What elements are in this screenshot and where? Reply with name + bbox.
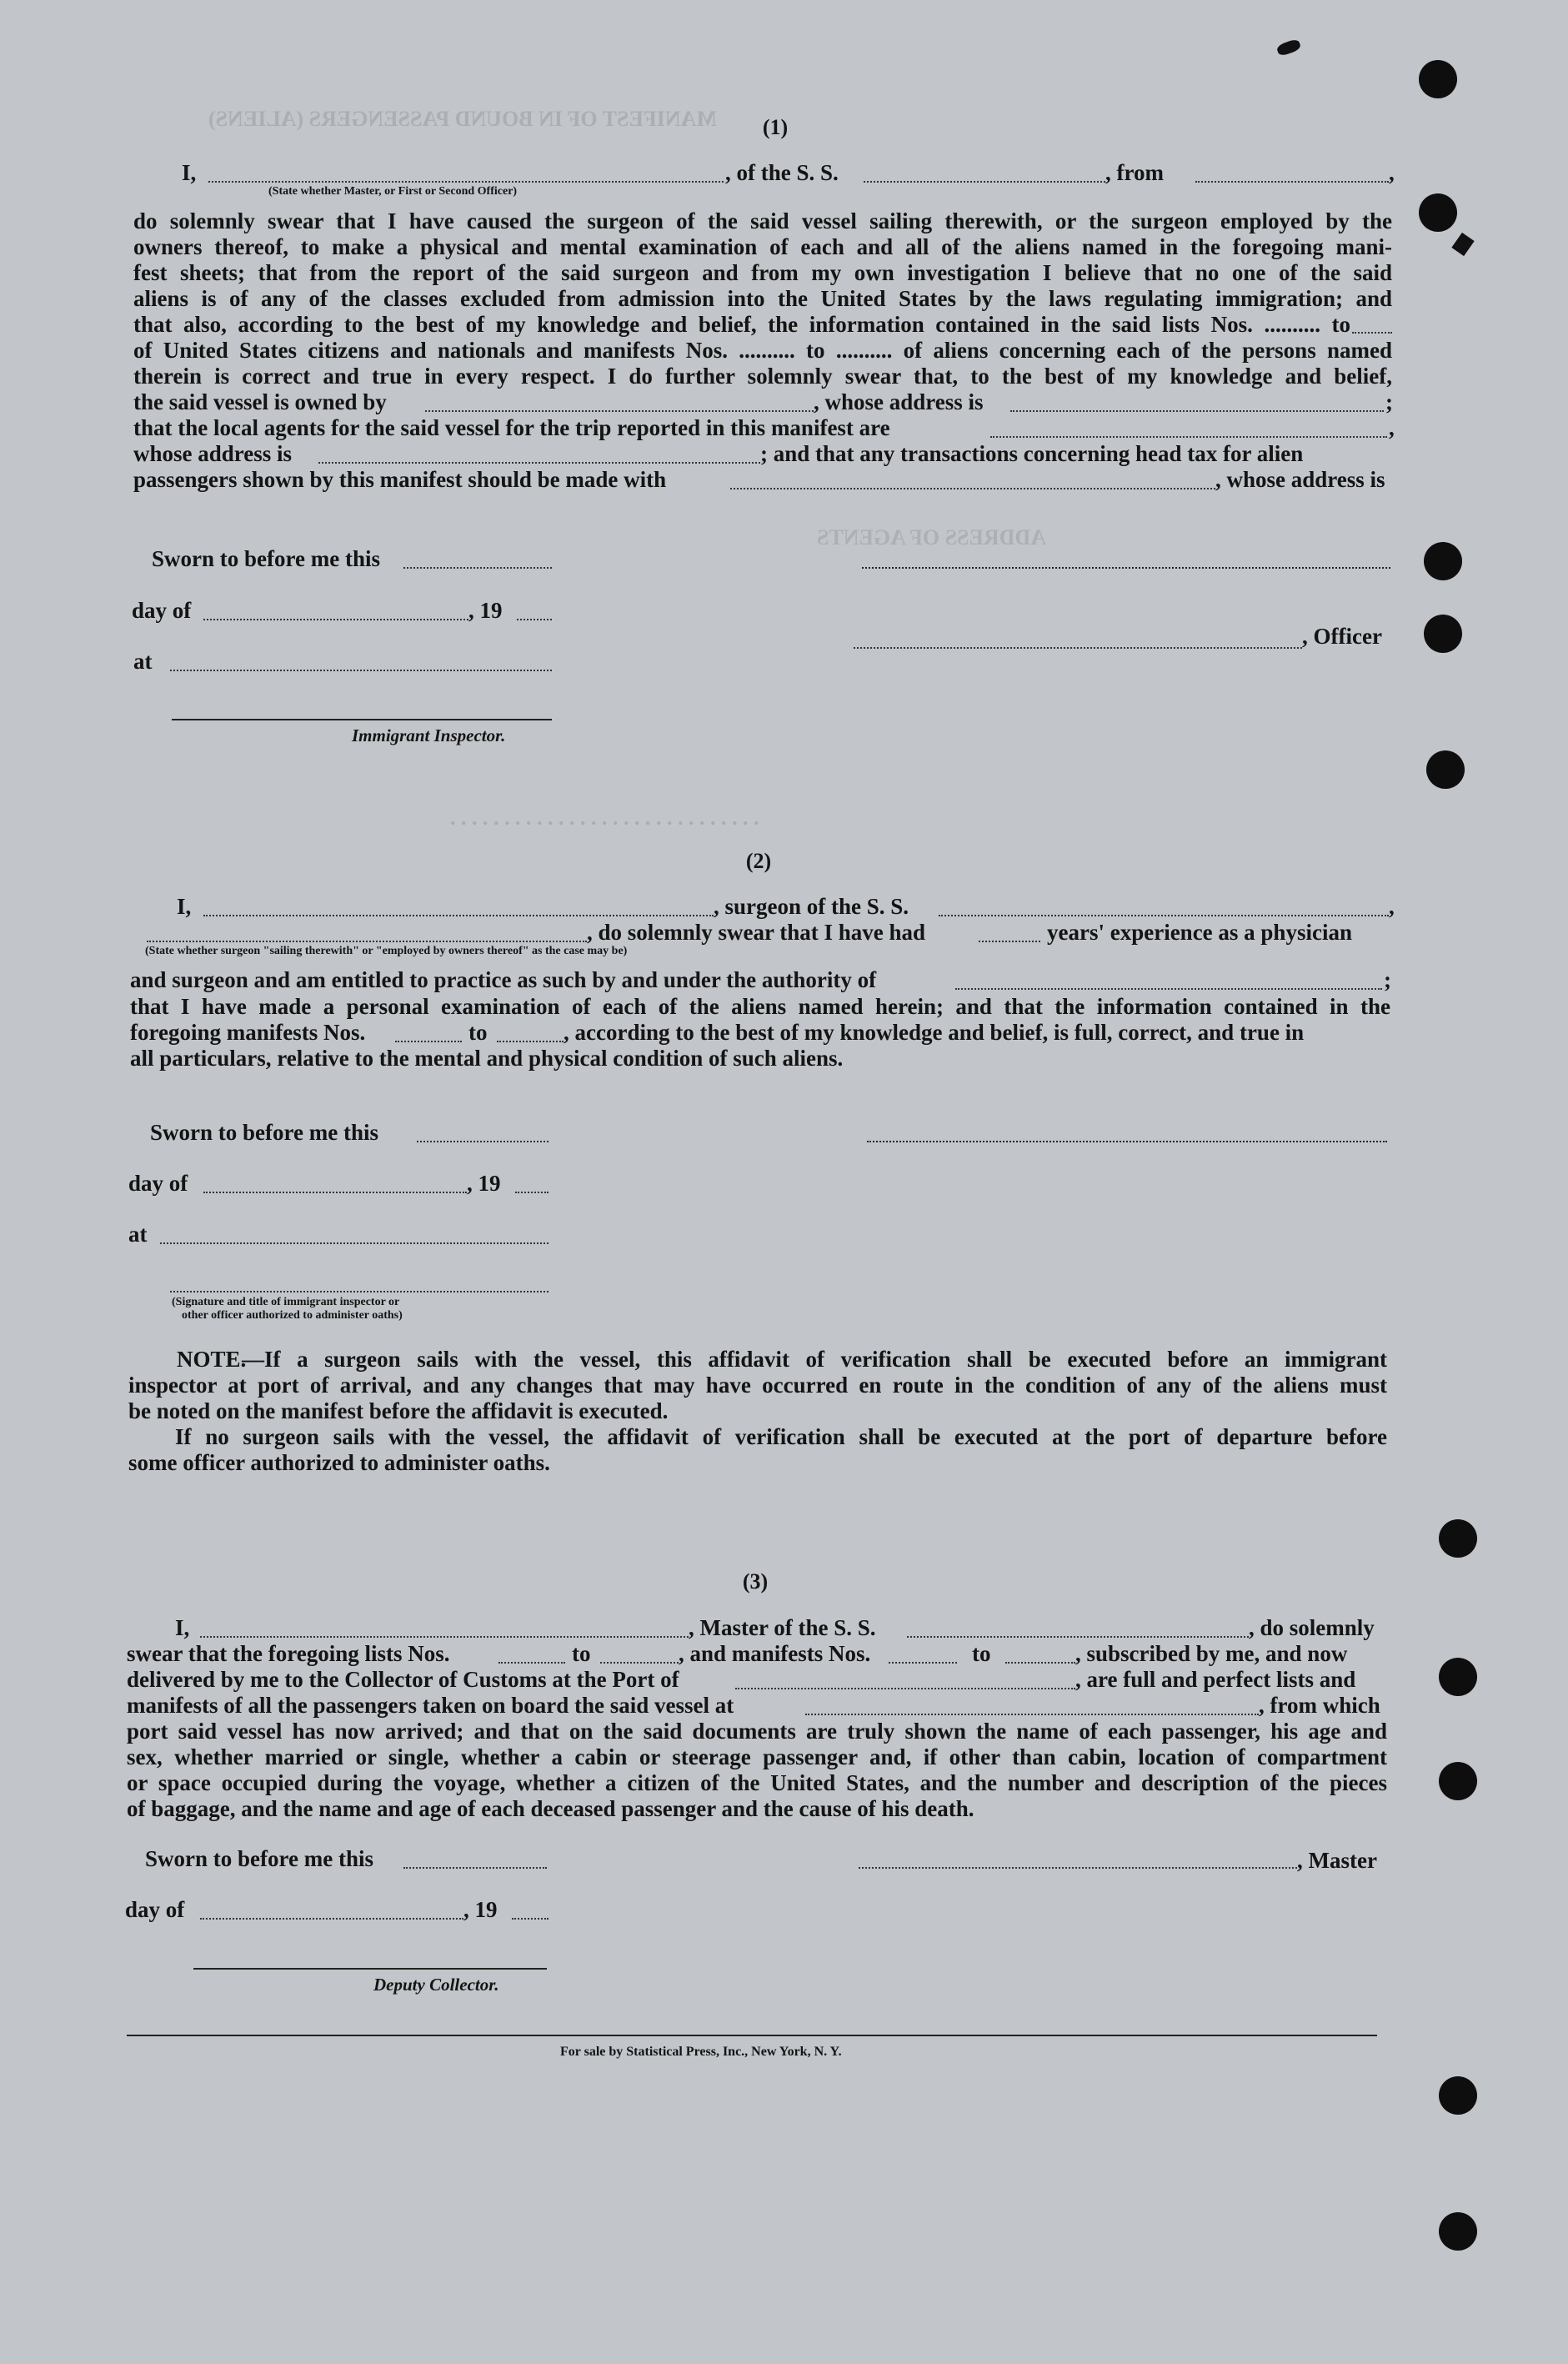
- punch-hole: [1419, 60, 1457, 98]
- s1-year-blank: [517, 619, 552, 620]
- s1-day-of: day of: [132, 598, 192, 623]
- s2-day-blank: [203, 1192, 467, 1193]
- s2-day-of: day of: [128, 1171, 188, 1196]
- s2-particulars: all particulars, relative to the mental and physical condition of such aliens.: [130, 1046, 844, 1071]
- s3-para-line: of baggage, and the name and age of each deceased passenger and the cause of his death.: [127, 1796, 974, 1821]
- s2-line1-i: I,: [177, 894, 192, 919]
- s3-lists-from-blank: [498, 1662, 565, 1664]
- s2-authority-blank: [955, 988, 1382, 990]
- s2-authority: and surgeon and am entitled to practice as such by and under the authority of: [130, 967, 877, 992]
- s2-note-head: NOTE.: [177, 1347, 247, 1372]
- s1-from-blank: [1195, 181, 1389, 183]
- s3-nineteen: , 19: [463, 1897, 498, 1922]
- s1-line1-i: I,: [182, 160, 197, 185]
- s3-manifests-to-blank: [1005, 1662, 1075, 1664]
- section-3-number: (3): [742, 1569, 769, 1594]
- s1-nineteen: , 19: [468, 598, 503, 623]
- s1-para-line: that also, according to the best of my knowledge and belief, the information contained in the said lists Nos. .......... to: [133, 312, 1350, 337]
- bleed-through-text: MANIFEST OF IN BOUND PASSENGERS (ALIENS): [208, 107, 717, 131]
- s2-signature-line: [867, 1141, 1387, 1142]
- s2-comma: ,: [1389, 894, 1395, 919]
- s3-master-of: , Master of the S. S.: [689, 1615, 876, 1640]
- s1-owner-address-blank: [1010, 410, 1384, 412]
- s3-lists: swear that the foregoing lists Nos.: [127, 1641, 450, 1666]
- s2-name-blank: [203, 915, 714, 916]
- s1-vessel-blank: [864, 181, 1105, 183]
- s1-from: , from: [1105, 160, 1164, 185]
- s1-lists-blank: [1352, 332, 1392, 334]
- s3-para-line: sex, whether married or single, whether a cabin or steerage passenger and, if other than cabin, location of compartment: [127, 1744, 1387, 1769]
- s2-note-line: some officer authorized to administer oaths.: [128, 1450, 550, 1475]
- s1-made-with-blank: [730, 488, 1215, 489]
- s3-sworn-blank: [403, 1867, 547, 1869]
- s1-para-line: owners thereof, to make a physical and mental examination of each and all of the aliens named in the foregoing mani-: [133, 234, 1392, 259]
- punch-hole: [1424, 615, 1462, 653]
- s2-note-line: —If a surgeon sails with the vessel, this affidavit of verification shall be executed before an immigrant: [242, 1347, 1387, 1372]
- s3-para-line: port said vessel has now arrived; and that on the said documents are truly shown the name of each passenger, his age and: [127, 1719, 1387, 1744]
- s2-year-blank: [515, 1192, 549, 1193]
- s2-signature-blank: [170, 1291, 549, 1292]
- punch-hole: [1419, 193, 1457, 232]
- footer-rule: [127, 2035, 1377, 2036]
- s3-delivered: delivered by me to the Collector of Customs at the Port of: [127, 1667, 679, 1692]
- s2-note-line: If no surgeon sails with the vessel, the affidavit of verification shall be executed at the port of departure before: [175, 1424, 1387, 1449]
- s2-sworn: Sworn to before me this: [150, 1120, 378, 1145]
- s3-do-solemnly: , do solemnly: [1249, 1615, 1375, 1640]
- s3-day-of: day of: [125, 1897, 185, 1922]
- s1-agent-address: whose address is: [133, 441, 293, 466]
- section-1-number: (1): [762, 115, 789, 139]
- s1-signature-line: [862, 567, 1390, 569]
- s1-rank-blank: [208, 181, 724, 183]
- s3-collector-line: [193, 1968, 547, 1970]
- s3-manifests-from-blank: [889, 1662, 957, 1664]
- s1-para-line: of United States citizens and nationals and manifests Nos. .......... to .......... of aliens concerning each of the persons named: [133, 338, 1392, 363]
- s2-years-blank: [979, 941, 1040, 942]
- punch-hole: [1424, 542, 1462, 580]
- s2-sig-caption-2: other officer authorized to administer oaths): [182, 1309, 403, 1322]
- s1-agents-blank: [990, 436, 1387, 438]
- s3-taken-on-board: manifests of all the passengers taken on board the said vessel at: [127, 1693, 734, 1718]
- punch-hole: [1439, 2076, 1477, 2115]
- punch-hole: [1439, 1658, 1477, 1696]
- s3-manifests: , and manifests Nos.: [679, 1641, 871, 1666]
- s1-para-line: therein is correct and true in every respect. I do further solemnly swear that, to the best of my knowledge and belief,: [133, 364, 1392, 389]
- s1-semicolon: ;: [1385, 389, 1393, 414]
- s1-made-with: passengers shown by this manifest should be made with: [133, 467, 667, 492]
- s1-sworn-blank: [403, 567, 552, 569]
- s3-master-blank: [859, 1867, 1297, 1869]
- s1-para-line: fest sheets; that from the report of the said surgeon and from my own investigation I believe that no one of the said: [133, 260, 1392, 285]
- s1-of-ss: , of the S. S.: [725, 160, 839, 185]
- s1-sworn: Sworn to before me this: [152, 546, 380, 571]
- s3-para-line: or space occupied during the voyage, whether a citizen of the United States, and the number and description of the pieces: [127, 1770, 1387, 1795]
- s2-to: to: [468, 1020, 488, 1045]
- s1-at-blank: [170, 670, 552, 671]
- s3-to-1: to: [572, 1641, 591, 1666]
- s2-status-caption: (State whether surgeon "sailing therewith" or "employed by owners thereof" as the case may be): [145, 945, 628, 957]
- s2-sworn-blank: [417, 1141, 549, 1142]
- s3-full-perfect: , are full and perfect lists and: [1075, 1667, 1356, 1692]
- s1-owned-by: the said vessel is owned by: [133, 389, 387, 414]
- s2-para-line: that I have made a personal examination of each of the aliens named herein; and that the information contained in the: [130, 994, 1390, 1019]
- s1-rank-caption: (State whether Master, or First or Second Officer): [268, 185, 518, 198]
- s3-line1-i: I,: [175, 1615, 190, 1640]
- ink-mark: [1275, 38, 1301, 58]
- s2-to-blank: [497, 1041, 564, 1042]
- s1-head-tax: ; and that any transactions concerning head tax for alien: [760, 441, 1304, 466]
- s3-day-blank: [200, 1918, 463, 1920]
- s2-swear: , do solemnly swear that I have had: [587, 920, 926, 945]
- footer-printer: For sale by Statistical Press, Inc., New York, N. Y.: [560, 2045, 842, 2059]
- s1-para-line: aliens is of any of the classes excluded from admission into the United States by the laws regulating immigration; and: [133, 286, 1392, 311]
- s2-at-blank: [160, 1242, 549, 1244]
- s3-sworn: Sworn to before me this: [145, 1846, 373, 1871]
- s3-from-which: , from which: [1259, 1693, 1380, 1718]
- s3-deputy-caption: Deputy Collector.: [373, 1975, 499, 1995]
- punch-hole: [1439, 1762, 1477, 1800]
- s3-name-blank: [200, 1636, 689, 1638]
- s2-note-line: be noted on the manifest before the affidavit is executed.: [128, 1398, 669, 1423]
- s2-surgeon-of: , surgeon of the S. S.: [714, 894, 909, 919]
- s1-comma: ,: [1389, 415, 1395, 440]
- s1-officer-blank: [854, 647, 1302, 649]
- s1-agent-address-blank: [318, 462, 760, 464]
- s2-note-line: inspector at port of arrival, and any changes that may have occurred en route in the condition of any of the aliens must: [128, 1373, 1387, 1398]
- s1-whose-address-2: , whose address is: [1215, 467, 1385, 492]
- s1-inspector-line: [172, 719, 552, 720]
- bleed-through-text-2: ADDRESS OF AGENTS: [817, 525, 1046, 550]
- s3-board-blank: [805, 1714, 1259, 1715]
- s1-owner-blank: [425, 410, 814, 412]
- section-2-number: (2): [745, 849, 772, 873]
- s3-lists-to-blank: [600, 1662, 679, 1664]
- punch-hole: [1439, 1519, 1477, 1558]
- s2-according: , according to the best of my knowledge and belief, is full, correct, and true in: [564, 1020, 1305, 1045]
- s3-port-blank: [735, 1688, 1075, 1689]
- s2-from-blank: [395, 1041, 462, 1042]
- s2-vessel-blank: [939, 915, 1389, 916]
- s3-vessel-blank: [907, 1636, 1249, 1638]
- s2-semicolon: ;: [1384, 967, 1391, 992]
- punch-hole: [1439, 2212, 1477, 2251]
- s1-para-line: do solemnly swear that I have caused the surgeon of the said vessel sailing therewith, or the surgeon employed by the: [133, 208, 1392, 233]
- s3-master: , Master: [1297, 1848, 1377, 1873]
- s3-subscribed: , subscribed by me, and now: [1075, 1641, 1348, 1666]
- s3-to-2: to: [972, 1641, 991, 1666]
- s2-manifests: foregoing manifests Nos.: [130, 1020, 366, 1045]
- s3-year-blank: [512, 1918, 549, 1920]
- s2-status-blank: [147, 941, 587, 942]
- s2-sig-caption-1: (Signature and title of immigrant inspector or: [172, 1296, 400, 1308]
- bleed-through-dots: . . . . . . . . . . . . . . . . . . . . . . . . . . . . .: [450, 806, 759, 830]
- s2-at: at: [128, 1222, 148, 1247]
- ink-mark: [1451, 233, 1474, 256]
- s1-day-blank: [203, 619, 468, 620]
- s1-at: at: [133, 649, 153, 674]
- s1-whose-address: , whose address is: [814, 389, 984, 414]
- punch-hole: [1426, 750, 1465, 789]
- s1-officer: , Officer: [1302, 624, 1382, 649]
- s1-comma: ,: [1389, 160, 1395, 185]
- s1-inspector-caption: Immigrant Inspector.: [352, 725, 506, 745]
- s2-nineteen: , 19: [467, 1171, 501, 1196]
- s2-years: years' experience as a physician: [1047, 920, 1352, 945]
- s1-local-agents: that the local agents for the said vessel for the trip reported in this manifest are: [133, 415, 890, 440]
